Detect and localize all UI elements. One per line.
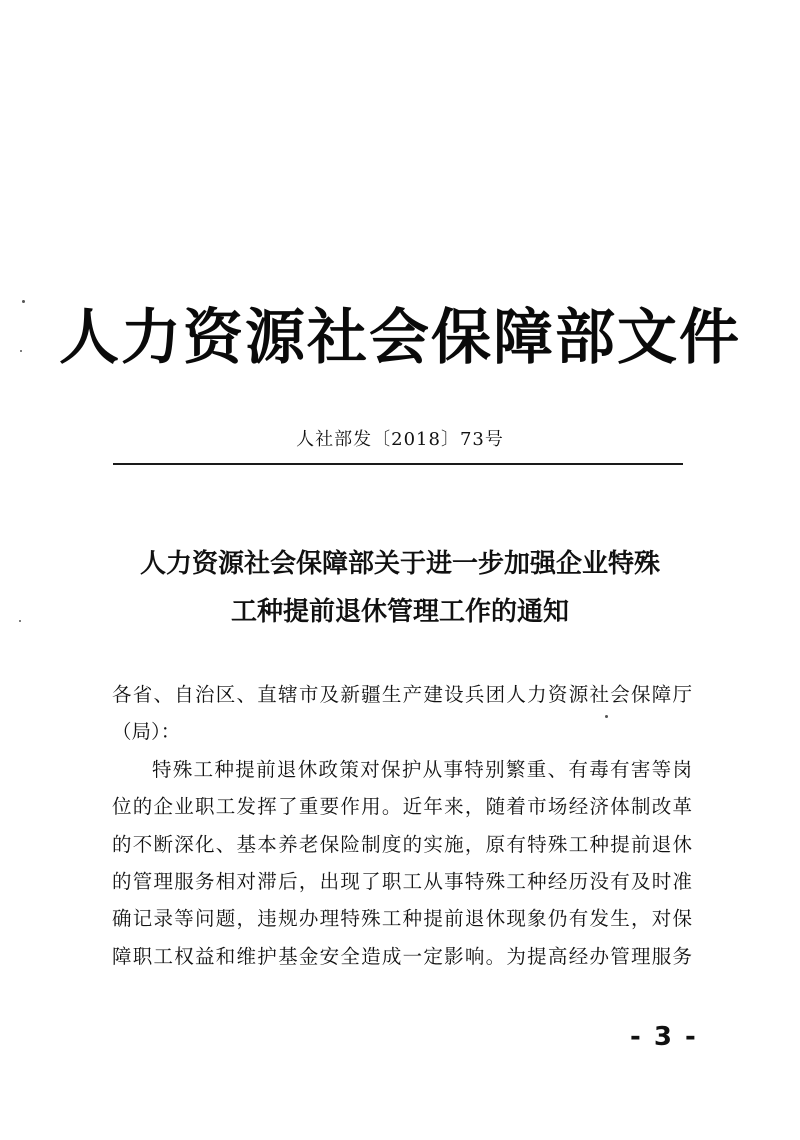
body-line: 特殊工种提前退休政策对保护从事特别繁重、有毒有害等岗 bbox=[152, 757, 692, 781]
issuer-title: 人力资源社会保障部文件 bbox=[59, 303, 741, 373]
body-line: 各省、自治区、直辖市及新疆生产建设兵团人力资源社会保障厅 bbox=[112, 683, 692, 706]
header-divider bbox=[113, 463, 683, 465]
body-line: 障职工权益和维护基金安全造成一定影响。为提高经办管理服务 bbox=[112, 944, 692, 968]
body-line: 位的企业职工发挥了重要作用。近年来，随着市场经济体制改革 bbox=[112, 795, 692, 819]
notice-title-line-2: 工种提前退休管理工作的通知 bbox=[230, 597, 569, 627]
document-number: 人社部发〔2018〕73号 bbox=[296, 429, 504, 450]
notice-title-line-1: 人力资源社会保障部关于进一步加强企业特殊 bbox=[139, 549, 660, 579]
body-line: 的管理服务相对滞后，出现了职工从事特殊工种经历没有及时准 bbox=[112, 870, 692, 894]
page-number: - 3 - bbox=[630, 1022, 698, 1052]
body-line: （局）： bbox=[112, 720, 181, 744]
body-text bbox=[112, 676, 692, 975]
body-line: 确记录等问题，违规办理特殊工种提前退休现象仍有发生，对保 bbox=[112, 907, 692, 931]
body-line: 的不断深化、基本养老保险制度的实施，原有特殊工种提前退休 bbox=[112, 832, 692, 856]
notice-title bbox=[0, 540, 800, 636]
